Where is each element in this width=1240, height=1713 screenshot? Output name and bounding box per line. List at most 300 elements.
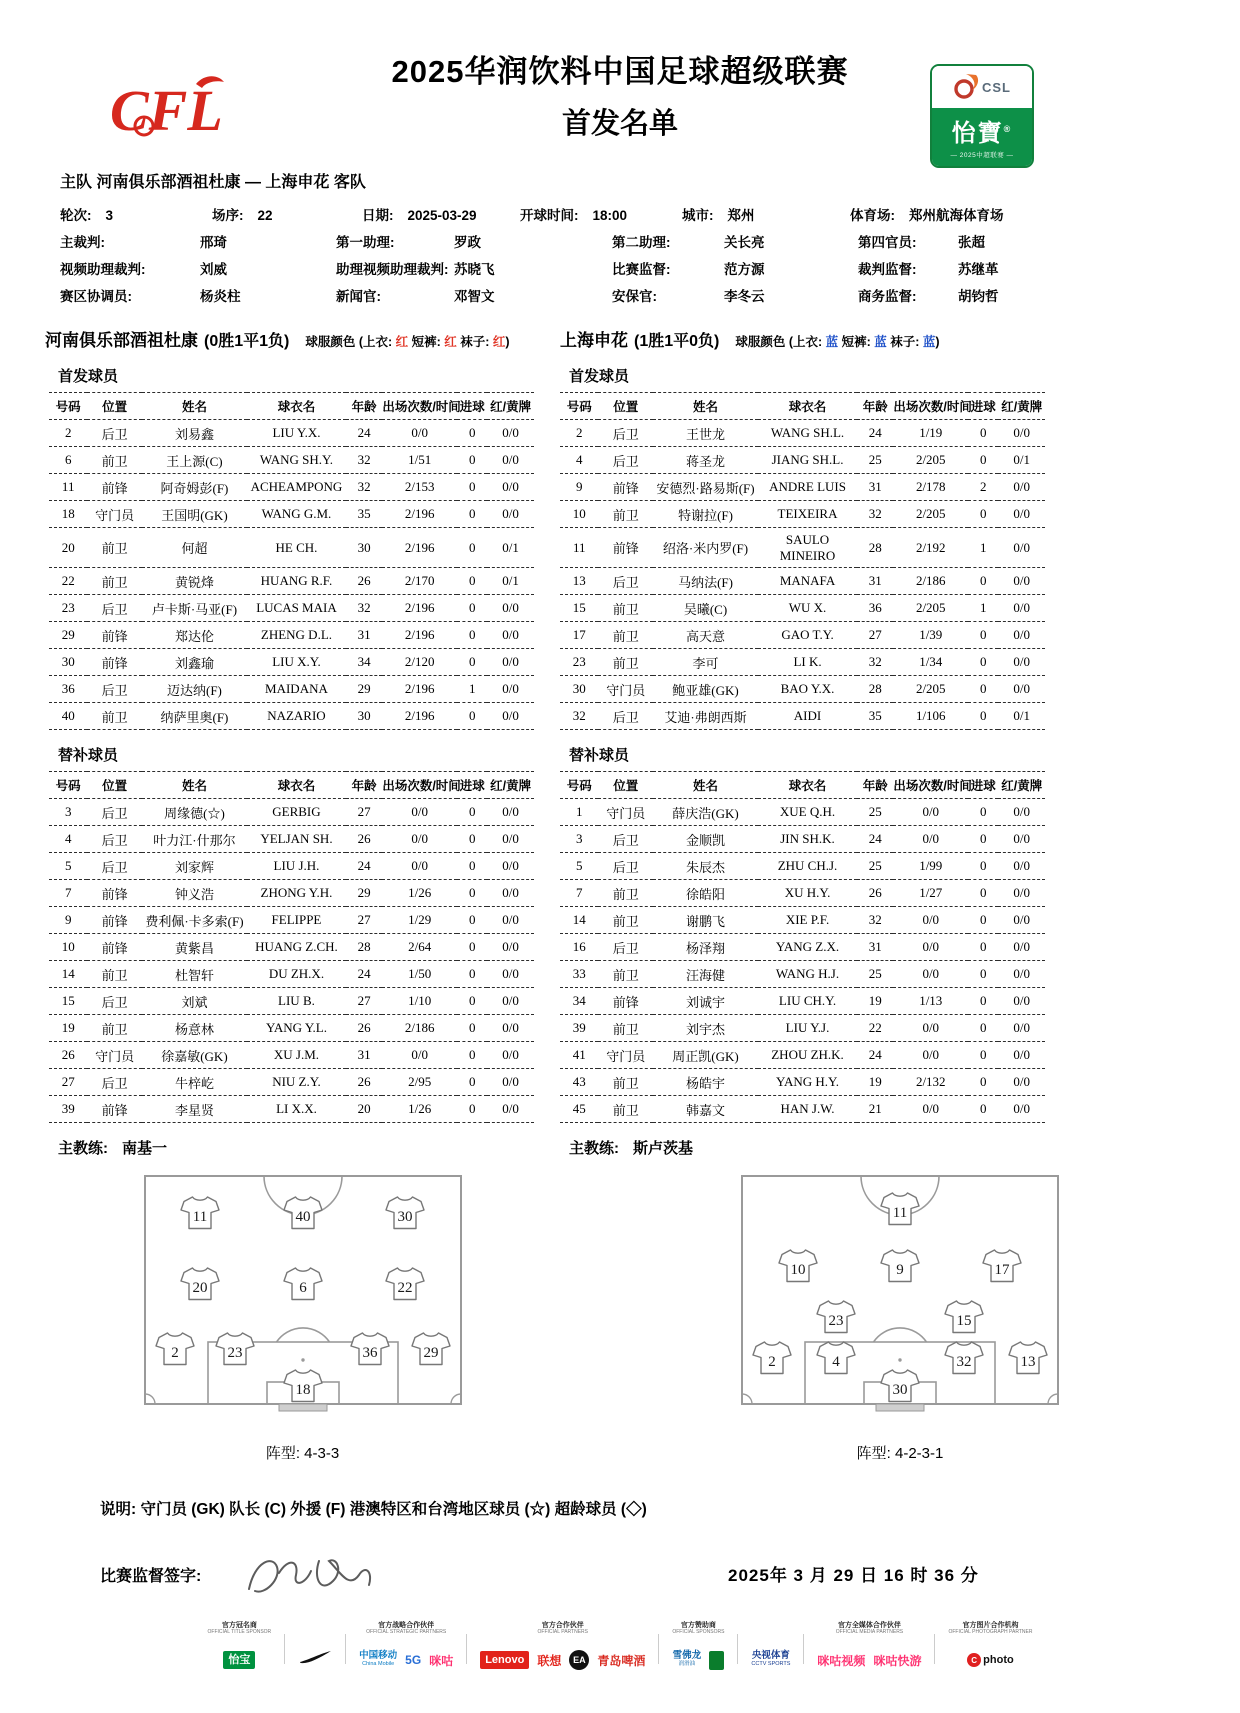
player-row [49, 676, 1045, 703]
player-cell: GAO T.Y. [758, 622, 857, 649]
sponsor-group [672, 1620, 724, 1673]
player-cell: 0 [968, 501, 998, 528]
signature-row [0, 1545, 1240, 1609]
player-cell: 蒋圣龙 [653, 447, 758, 474]
player-row [49, 420, 1045, 447]
player-cell: 李可 [653, 649, 758, 676]
player-cell: 0/0 [487, 501, 533, 528]
player-cell: 0/0 [382, 799, 457, 826]
player-cell: 0 [968, 1069, 998, 1096]
player-cell: XIE P.F. [758, 907, 857, 934]
info-label: 体育场: [850, 208, 895, 223]
table-gap [534, 676, 560, 703]
info-pair [520, 202, 682, 229]
away-pitch [740, 1174, 1060, 1414]
player-cell: LI K. [758, 649, 857, 676]
player-cell: 1/29 [382, 907, 457, 934]
player-cell: BAO Y.X. [758, 676, 857, 703]
starters-table [49, 392, 1045, 730]
svg-text:20: 20 [192, 1280, 208, 1297]
sponsor-group-sublabel: OFFICIAL SPONSORS [672, 1629, 725, 1635]
player-cell: 2/196 [382, 676, 457, 703]
badge-tagline: — 2025中超联赛 — [950, 151, 1014, 159]
player-cell: 守门员 [87, 1042, 142, 1069]
player-cell: 32 [560, 703, 598, 730]
player-cell: 后卫 [87, 826, 142, 853]
svg-text:30: 30 [397, 1209, 413, 1226]
sponsor-group-label: 官方全媒体合作伙伴 [837, 1622, 901, 1629]
column-header: 出场次数/时间 [382, 772, 457, 799]
player-cell: 杨泽翔 [653, 934, 758, 961]
formation-label: 阵型: [265, 1445, 300, 1462]
player-cell: 0/0 [998, 907, 1045, 934]
player-cell: XU J.M. [247, 1042, 346, 1069]
player-cell: 34 [560, 988, 598, 1015]
player-cell: 0/0 [893, 799, 968, 826]
player-cell: 0/1 [998, 447, 1045, 474]
table-gap [534, 703, 560, 730]
table-gap [534, 501, 560, 528]
column-header: 球衣名 [247, 393, 346, 420]
player-cell: XUE Q.H. [758, 799, 857, 826]
jersey-icon [283, 1368, 323, 1404]
player-row [49, 568, 1045, 595]
player-cell: 0 [457, 447, 487, 474]
team-headers [45, 326, 1240, 351]
player-cell: 0 [968, 853, 998, 880]
jersey-icon [816, 1299, 856, 1335]
player-cell: 0/0 [487, 447, 533, 474]
player-cell: 王上源(C) [142, 447, 247, 474]
svg-text:10: 10 [790, 1262, 806, 1278]
sponsor-group [948, 1620, 1032, 1673]
jersey-icon [215, 1331, 255, 1367]
player-cell: 0 [968, 1042, 998, 1069]
player-cell: 34 [346, 649, 382, 676]
player-cell: ANDRE LUIS [758, 474, 857, 501]
away-subs-label: 替补球员 [569, 747, 630, 764]
player-cell: 2/95 [382, 1069, 457, 1096]
player-cell: 守门员 [87, 501, 142, 528]
player-cell: 18 [49, 501, 87, 528]
player-cell: 后卫 [87, 1069, 142, 1096]
player-cell: 0 [968, 420, 998, 447]
player-cell: 2/186 [893, 568, 968, 595]
legend-note: 说明: 守门员 (GK) 队长 (C) 外援 (F) 港澳特区和台湾地区球员 (☆) 超龄球员 (◇) [100, 1501, 647, 1518]
player-cell: 0 [968, 934, 998, 961]
player-cell: 25 [857, 799, 893, 826]
cfl-logo [108, 70, 248, 148]
player-cell: 0 [457, 528, 487, 568]
match-info-row [60, 256, 1180, 283]
player-cell: 0/0 [382, 1042, 457, 1069]
starters-section-labels [49, 365, 1240, 386]
player-cell: 前锋 [87, 934, 142, 961]
jersey-icon [180, 1266, 220, 1302]
player-cell: 0/0 [998, 853, 1045, 880]
player-cell: 35 [857, 703, 893, 730]
player-cell: 2/196 [382, 703, 457, 730]
sponsor-logos [817, 1647, 921, 1673]
sponsor-logo-text: 中国移动 [359, 1650, 398, 1661]
player-cell: 4 [49, 826, 87, 853]
home-formation [266, 1442, 339, 1463]
player-cell: 1/39 [893, 622, 968, 649]
svg-text:29: 29 [423, 1344, 438, 1361]
player-cell: 前卫 [87, 703, 142, 730]
table-gap [534, 420, 560, 447]
sponsor-divider [284, 1634, 285, 1664]
player-cell: 后卫 [87, 853, 142, 880]
player-cell: LI X.X. [247, 1096, 346, 1123]
player-row [49, 447, 1045, 474]
table-gap [534, 1015, 560, 1042]
player-cell: 守门员 [598, 676, 653, 703]
player-cell: 0 [968, 907, 998, 934]
player-cell: 24 [857, 1042, 893, 1069]
player-cell: 0/0 [487, 1069, 533, 1096]
player-cell: 钟义浩 [142, 880, 247, 907]
home-pitch-col [45, 1174, 560, 1463]
table-gap [534, 907, 560, 934]
player-row [49, 501, 1045, 528]
cfl-logo-text: CFL [110, 78, 223, 143]
player-cell: 28 [346, 934, 382, 961]
column-header: 姓名 [653, 393, 758, 420]
home-starters-label: 首发球员 [58, 368, 119, 385]
away-coach-name: 斯卢茨基 [633, 1140, 694, 1157]
sponsor-logo [673, 1651, 702, 1669]
player-cell: 0/1 [998, 703, 1045, 730]
sponsor-group [208, 1620, 272, 1673]
player-cell: 22 [857, 1015, 893, 1042]
player-cell: 0/0 [998, 1042, 1045, 1069]
player-cell: 0/0 [382, 826, 457, 853]
info-pair [612, 229, 858, 256]
player-cell: 0 [968, 649, 998, 676]
column-header: 位置 [598, 772, 653, 799]
csl-wordmark: CSL [982, 79, 1011, 95]
player-cell: 0/0 [998, 988, 1045, 1015]
sponsor-group-label: 官方战略合作伙伴 [378, 1622, 435, 1629]
jersey-icon [1008, 1340, 1048, 1376]
player-cell: 前卫 [598, 622, 653, 649]
player-cell: 30 [346, 703, 382, 730]
jersey-icon [283, 1266, 323, 1302]
player-cell: 16 [560, 934, 598, 961]
player-cell: 39 [49, 1096, 87, 1123]
player-cell: 20 [346, 1096, 382, 1123]
player-cell: 前锋 [598, 988, 653, 1015]
player-cell: 0/0 [998, 961, 1045, 988]
player-cell: 39 [560, 1015, 598, 1042]
player-cell: 前锋 [598, 474, 653, 501]
player-row [49, 799, 1045, 826]
info-pair [858, 229, 1180, 256]
info-pair [60, 202, 212, 229]
player-cell: 1/26 [382, 1096, 457, 1123]
player-cell: JIN SH.K. [758, 826, 857, 853]
svg-text:4: 4 [832, 1354, 840, 1370]
player-cell: 1/51 [382, 447, 457, 474]
player-cell: 0/0 [487, 907, 533, 934]
player-cell: 29 [346, 676, 382, 703]
info-label: 第四官员: [858, 235, 917, 250]
player-cell: 31 [857, 568, 893, 595]
table-gap [534, 826, 560, 853]
player-cell: 24 [346, 853, 382, 880]
player-cell: 绍洛·米内罗(F) [653, 528, 758, 568]
sponsor-divider [466, 1634, 467, 1664]
player-cell: 30 [346, 528, 382, 568]
player-cell: 25 [857, 853, 893, 880]
player-row [49, 474, 1045, 501]
info-label: 城市: [682, 208, 714, 223]
player-cell: 守门员 [598, 799, 653, 826]
info-label: 日期: [362, 208, 394, 223]
player-cell: 0/0 [487, 880, 533, 907]
player-cell: 31 [857, 934, 893, 961]
player-cell: 杨皓宇 [653, 1069, 758, 1096]
jersey-icon [180, 1195, 220, 1231]
player-cell: YANG H.Y. [758, 1069, 857, 1096]
player-cell: 徐嘉敏(GK) [142, 1042, 247, 1069]
svg-text:30: 30 [892, 1381, 908, 1398]
info-value: 2025-03-29 [407, 208, 477, 223]
player-cell: 前卫 [598, 880, 653, 907]
sponsor-logos [967, 1647, 1014, 1673]
sponsor-group-sublabel: OFFICIAL STRATEGIC PARTNERS [366, 1629, 447, 1635]
svg-text:18: 18 [295, 1381, 310, 1398]
table-gap [534, 393, 560, 420]
player-cell: 2/196 [382, 595, 457, 622]
player-cell: 14 [49, 961, 87, 988]
jersey-icon [385, 1195, 425, 1231]
player-cell: 0 [968, 988, 998, 1015]
player-cell: 36 [857, 595, 893, 622]
player-cell: 前卫 [598, 1069, 653, 1096]
player-cell: 叶力江·什那尔 [142, 826, 247, 853]
info-value: 邓智文 [454, 289, 495, 304]
player-cell: 1/26 [382, 880, 457, 907]
sponsor-logo [967, 1653, 1014, 1667]
player-cell: 0 [968, 568, 998, 595]
player-cell: 刘鑫瑜 [142, 649, 247, 676]
jersey-icon [752, 1340, 792, 1376]
info-label: 裁判监督: [858, 262, 917, 277]
player-cell: 纳萨里奥(F) [142, 703, 247, 730]
player-cell: 32 [857, 907, 893, 934]
player-cell: YANG Z.X. [758, 934, 857, 961]
table-gap [534, 1042, 560, 1069]
column-header: 位置 [87, 393, 142, 420]
sponsor-group-sublabel: OFFICIAL PHOTOGRAPH PARTNER [948, 1629, 1033, 1635]
player-cell: 0 [457, 1096, 487, 1123]
match-info-row [60, 229, 1180, 256]
player-cell: 0/0 [893, 826, 968, 853]
table-gap [534, 880, 560, 907]
player-cell: 后卫 [598, 447, 653, 474]
sponsor-group-label: 官方赞助商 [680, 1622, 716, 1629]
column-header: 位置 [87, 772, 142, 799]
player-cell: 刘宇杰 [653, 1015, 758, 1042]
player-cell: 0/0 [487, 595, 533, 622]
sponsor-divider [737, 1634, 738, 1664]
player-cell: 前锋 [87, 880, 142, 907]
info-value: 苏晓飞 [454, 262, 495, 277]
yibao-wordmark [932, 108, 1032, 166]
player-cell: 0/0 [998, 799, 1045, 826]
player-row [49, 961, 1045, 988]
sponsor-logo-subtext: China Mobile [362, 1661, 395, 1667]
coach-row [49, 1137, 1240, 1158]
player-cell: WANG SH.Y. [247, 447, 346, 474]
info-pair [336, 229, 612, 256]
table-gap [534, 961, 560, 988]
jersey-icon [385, 1266, 425, 1302]
player-cell: 0/1 [487, 528, 533, 568]
player-cell: JIANG SH.L. [758, 447, 857, 474]
player-cell: 0 [457, 649, 487, 676]
away-starters-label: 首发球员 [569, 368, 630, 385]
sponsor-group-sublabel: OFFICIAL MEDIA PARTNERS [835, 1629, 904, 1635]
player-row [49, 853, 1045, 880]
player-cell: WANG SH.L. [758, 420, 857, 447]
player-cell: 1/13 [893, 988, 968, 1015]
player-cell: HE CH. [247, 528, 346, 568]
sponsor-logo: 青岛啤酒 [597, 1653, 646, 1668]
jersey-icon [816, 1340, 856, 1376]
player-cell: 黄紫昌 [142, 934, 247, 961]
table-gap [534, 1096, 560, 1123]
player-cell: 前卫 [598, 595, 653, 622]
player-row [49, 1015, 1045, 1042]
column-header: 姓名 [142, 772, 247, 799]
player-cell: 5 [560, 853, 598, 880]
away-team-title: 上海申花 [560, 331, 628, 350]
player-cell: 11 [49, 474, 87, 501]
info-label: 主裁判: [60, 235, 105, 250]
player-cell: 17 [560, 622, 598, 649]
player-cell: 35 [346, 501, 382, 528]
info-pair [850, 202, 1180, 229]
player-row [49, 595, 1045, 622]
column-header: 号码 [49, 393, 87, 420]
brand-text: 怡寶 [951, 119, 1004, 147]
player-cell: 0 [968, 826, 998, 853]
player-cell: 32 [346, 595, 382, 622]
formation-value: 4-2-3-1 [894, 1445, 944, 1462]
player-cell: 前卫 [598, 501, 653, 528]
column-header: 姓名 [653, 772, 758, 799]
player-cell: LIU J.H. [247, 853, 346, 880]
player-cell: 0/0 [998, 1015, 1045, 1042]
player-cell: 1 [560, 799, 598, 826]
info-label: 视频助理裁判: [60, 262, 146, 277]
player-cell: MAIDANA [247, 676, 346, 703]
player-cell: 23 [560, 649, 598, 676]
player-cell: 黄锐烽 [142, 568, 247, 595]
signature-label: 比赛监督签字: [100, 1568, 202, 1585]
player-cell: DU ZH.X. [247, 961, 346, 988]
player-cell: 0 [457, 474, 487, 501]
jersey-icon [880, 1368, 920, 1404]
player-cell: 2/132 [893, 1069, 968, 1096]
player-cell: 前卫 [87, 528, 142, 568]
player-cell: 26 [346, 826, 382, 853]
player-cell: 0/0 [998, 420, 1045, 447]
match-info [60, 202, 1180, 310]
player-cell: 32 [346, 474, 382, 501]
player-cell: 后卫 [598, 703, 653, 730]
player-row [49, 907, 1045, 934]
info-value: 刘威 [200, 262, 227, 277]
info-value: 苏继革 [958, 262, 999, 277]
info-pair [858, 256, 1180, 283]
sponsor-divider [345, 1634, 346, 1664]
player-cell: 10 [560, 501, 598, 528]
player-cell: 后卫 [87, 799, 142, 826]
player-row [49, 1096, 1045, 1123]
player-cell: LIU CH.Y. [758, 988, 857, 1015]
player-cell: 0 [968, 961, 998, 988]
away-formation [857, 1442, 944, 1463]
player-cell: 27 [346, 988, 382, 1015]
sponsor-group-label: 官方图片合作机构 [962, 1622, 1019, 1629]
column-header: 球衣名 [758, 393, 857, 420]
player-cell: 0/0 [998, 568, 1045, 595]
player-cell: 2/205 [893, 676, 968, 703]
away-label: 客队 [333, 174, 366, 191]
jersey-icon [155, 1331, 195, 1367]
player-cell: 0/0 [487, 474, 533, 501]
player-cell: 阿奇姆彭(F) [142, 474, 247, 501]
kit-color-value: 蓝 [825, 335, 839, 349]
player-cell: 前卫 [598, 907, 653, 934]
svg-text:22: 22 [397, 1280, 413, 1297]
player-cell: 1/27 [893, 880, 968, 907]
player-cell: 前卫 [598, 961, 653, 988]
player-cell: 32 [346, 447, 382, 474]
info-value: 郑州航海体育场 [909, 208, 1004, 223]
player-cell: 前锋 [87, 622, 142, 649]
player-cell: 0/0 [998, 1069, 1045, 1096]
player-cell: MANAFA [758, 568, 857, 595]
player-cell: 19 [857, 1069, 893, 1096]
nike-swoosh-icon [298, 1651, 332, 1670]
player-cell: 27 [857, 622, 893, 649]
column-header: 红/黄牌 [487, 393, 533, 420]
table-gap [534, 447, 560, 474]
sponsor-logo: 咪咕快游 [873, 1653, 922, 1668]
player-cell: 迈达纳(F) [142, 676, 247, 703]
player-cell: 前卫 [598, 1096, 653, 1123]
player-cell: 刘诚宇 [653, 988, 758, 1015]
player-cell: 周正凯(GK) [653, 1042, 758, 1069]
jersey-icon [411, 1331, 451, 1367]
info-value: 杨炎柱 [200, 289, 241, 304]
kit-color-value: 红 [395, 335, 409, 349]
table-gap [534, 595, 560, 622]
player-cell: 0 [457, 853, 487, 880]
player-cell: 前卫 [598, 1015, 653, 1042]
player-cell: 前卫 [87, 568, 142, 595]
svg-text:11: 11 [192, 1209, 208, 1226]
jersey-icon [283, 1195, 323, 1231]
kit-color-value: 红 [444, 335, 457, 349]
player-row [49, 703, 1045, 730]
sponsor-logos [359, 1647, 453, 1673]
